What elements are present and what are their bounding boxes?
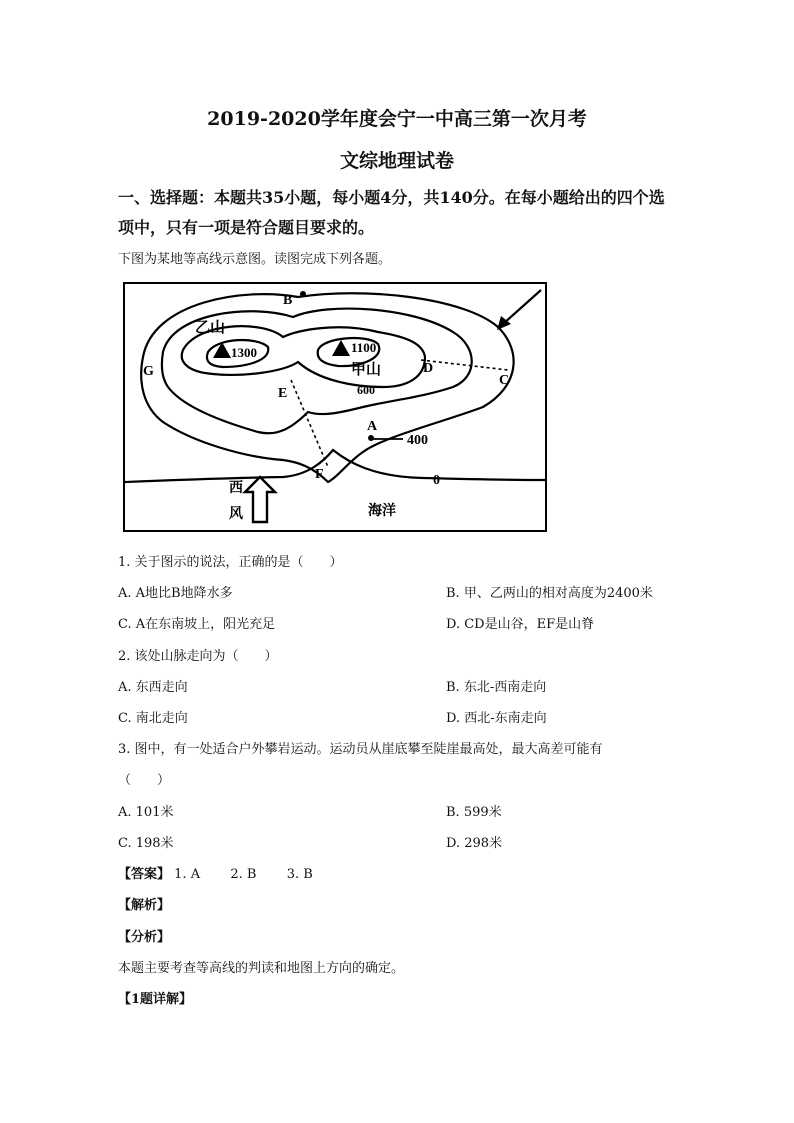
label-g: G (143, 364, 154, 379)
label-contour-400: 400 (407, 433, 428, 448)
question-3-option-c: C. 198米 (118, 836, 174, 851)
label-peak-1300: 1300 (231, 345, 257, 360)
label-wind-1: 西 (229, 481, 243, 496)
label-d: D (423, 361, 434, 376)
answer-item-1: 1. A (174, 867, 201, 882)
page-title: 2019-2020学年度会宁一中高三第一次月考 (207, 108, 587, 130)
answer-item-3: 3. B (286, 867, 313, 882)
label-a: A (367, 419, 378, 434)
analysis-text: 本题主要考查等高线的判读和地图上方向的确定。 (118, 961, 405, 976)
question-2-option-a: A. 东西走向 (118, 680, 188, 695)
page-subtitle: 文综地理试卷 (339, 150, 454, 172)
section-heading-line2: 项中，只有一项是符合题目要求的。 (118, 218, 375, 237)
question-2-option-c: C. 南北走向 (118, 711, 188, 726)
section-heading-line1: 一、选择题：本题共35小题，每小题4分，共140分。在每小题给出的四个选 (118, 188, 665, 207)
label-b: B (283, 293, 293, 308)
label-f: F (315, 467, 324, 482)
label-jiashan: 甲山 (351, 362, 382, 378)
analysis-heading: 【解析】 (118, 898, 171, 913)
answer-item-2: 2. B (230, 867, 257, 882)
question-2-option-b: B. 东北-西南走向 (446, 680, 547, 695)
label-contour-600: 600 (357, 383, 375, 397)
question-3-stem: 3. 图中，有一处适合户外攀岩运动。运动员从崖底攀至陡崖最高处，最大高差可能有 (118, 742, 603, 757)
question-1-option-b: B. 甲、乙两山的相对高度为2400米 (446, 586, 653, 601)
question-1-stem: 1. 关于图示的说法，正确的是（ ） (118, 555, 343, 570)
question-2-stem: 2. 该处山脉走向为（ ） (118, 649, 278, 664)
answer-line (118, 863, 313, 882)
question-3-option-a: A. 101米 (118, 805, 174, 820)
question-3-option-b: B. 599米 (446, 805, 502, 820)
question-3-option-d: D. 298米 (446, 836, 503, 851)
label-c: C (499, 373, 510, 388)
label-peak-1100: 1100 (351, 340, 377, 355)
label-e: E (278, 386, 288, 401)
label-ocean: 海洋 (368, 504, 396, 519)
contour-map (123, 282, 547, 532)
answer-label: 【答案】 (118, 867, 171, 882)
label-contour-0: 0 (433, 473, 440, 488)
question-1-option-c: C. A在东南坡上，阳光充足 (118, 617, 276, 632)
question-2-option-d: D. 西北-东南走向 (446, 711, 547, 726)
question-3-stem-continued: （ ） (118, 773, 171, 788)
intro-text: 下图为某地等高线示意图。读图完成下列各题。 (118, 252, 392, 267)
label-yishan: 乙山 (195, 320, 226, 336)
label-wind-2: 风 (229, 507, 243, 522)
question-1-option-d: D. CD是山谷，EF是山脊 (446, 617, 595, 632)
detail-heading: 【1题详解】 (118, 992, 193, 1007)
question-1-option-a: A. A地比B地降水多 (118, 586, 233, 601)
fenxi-heading: 【分析】 (118, 930, 171, 945)
